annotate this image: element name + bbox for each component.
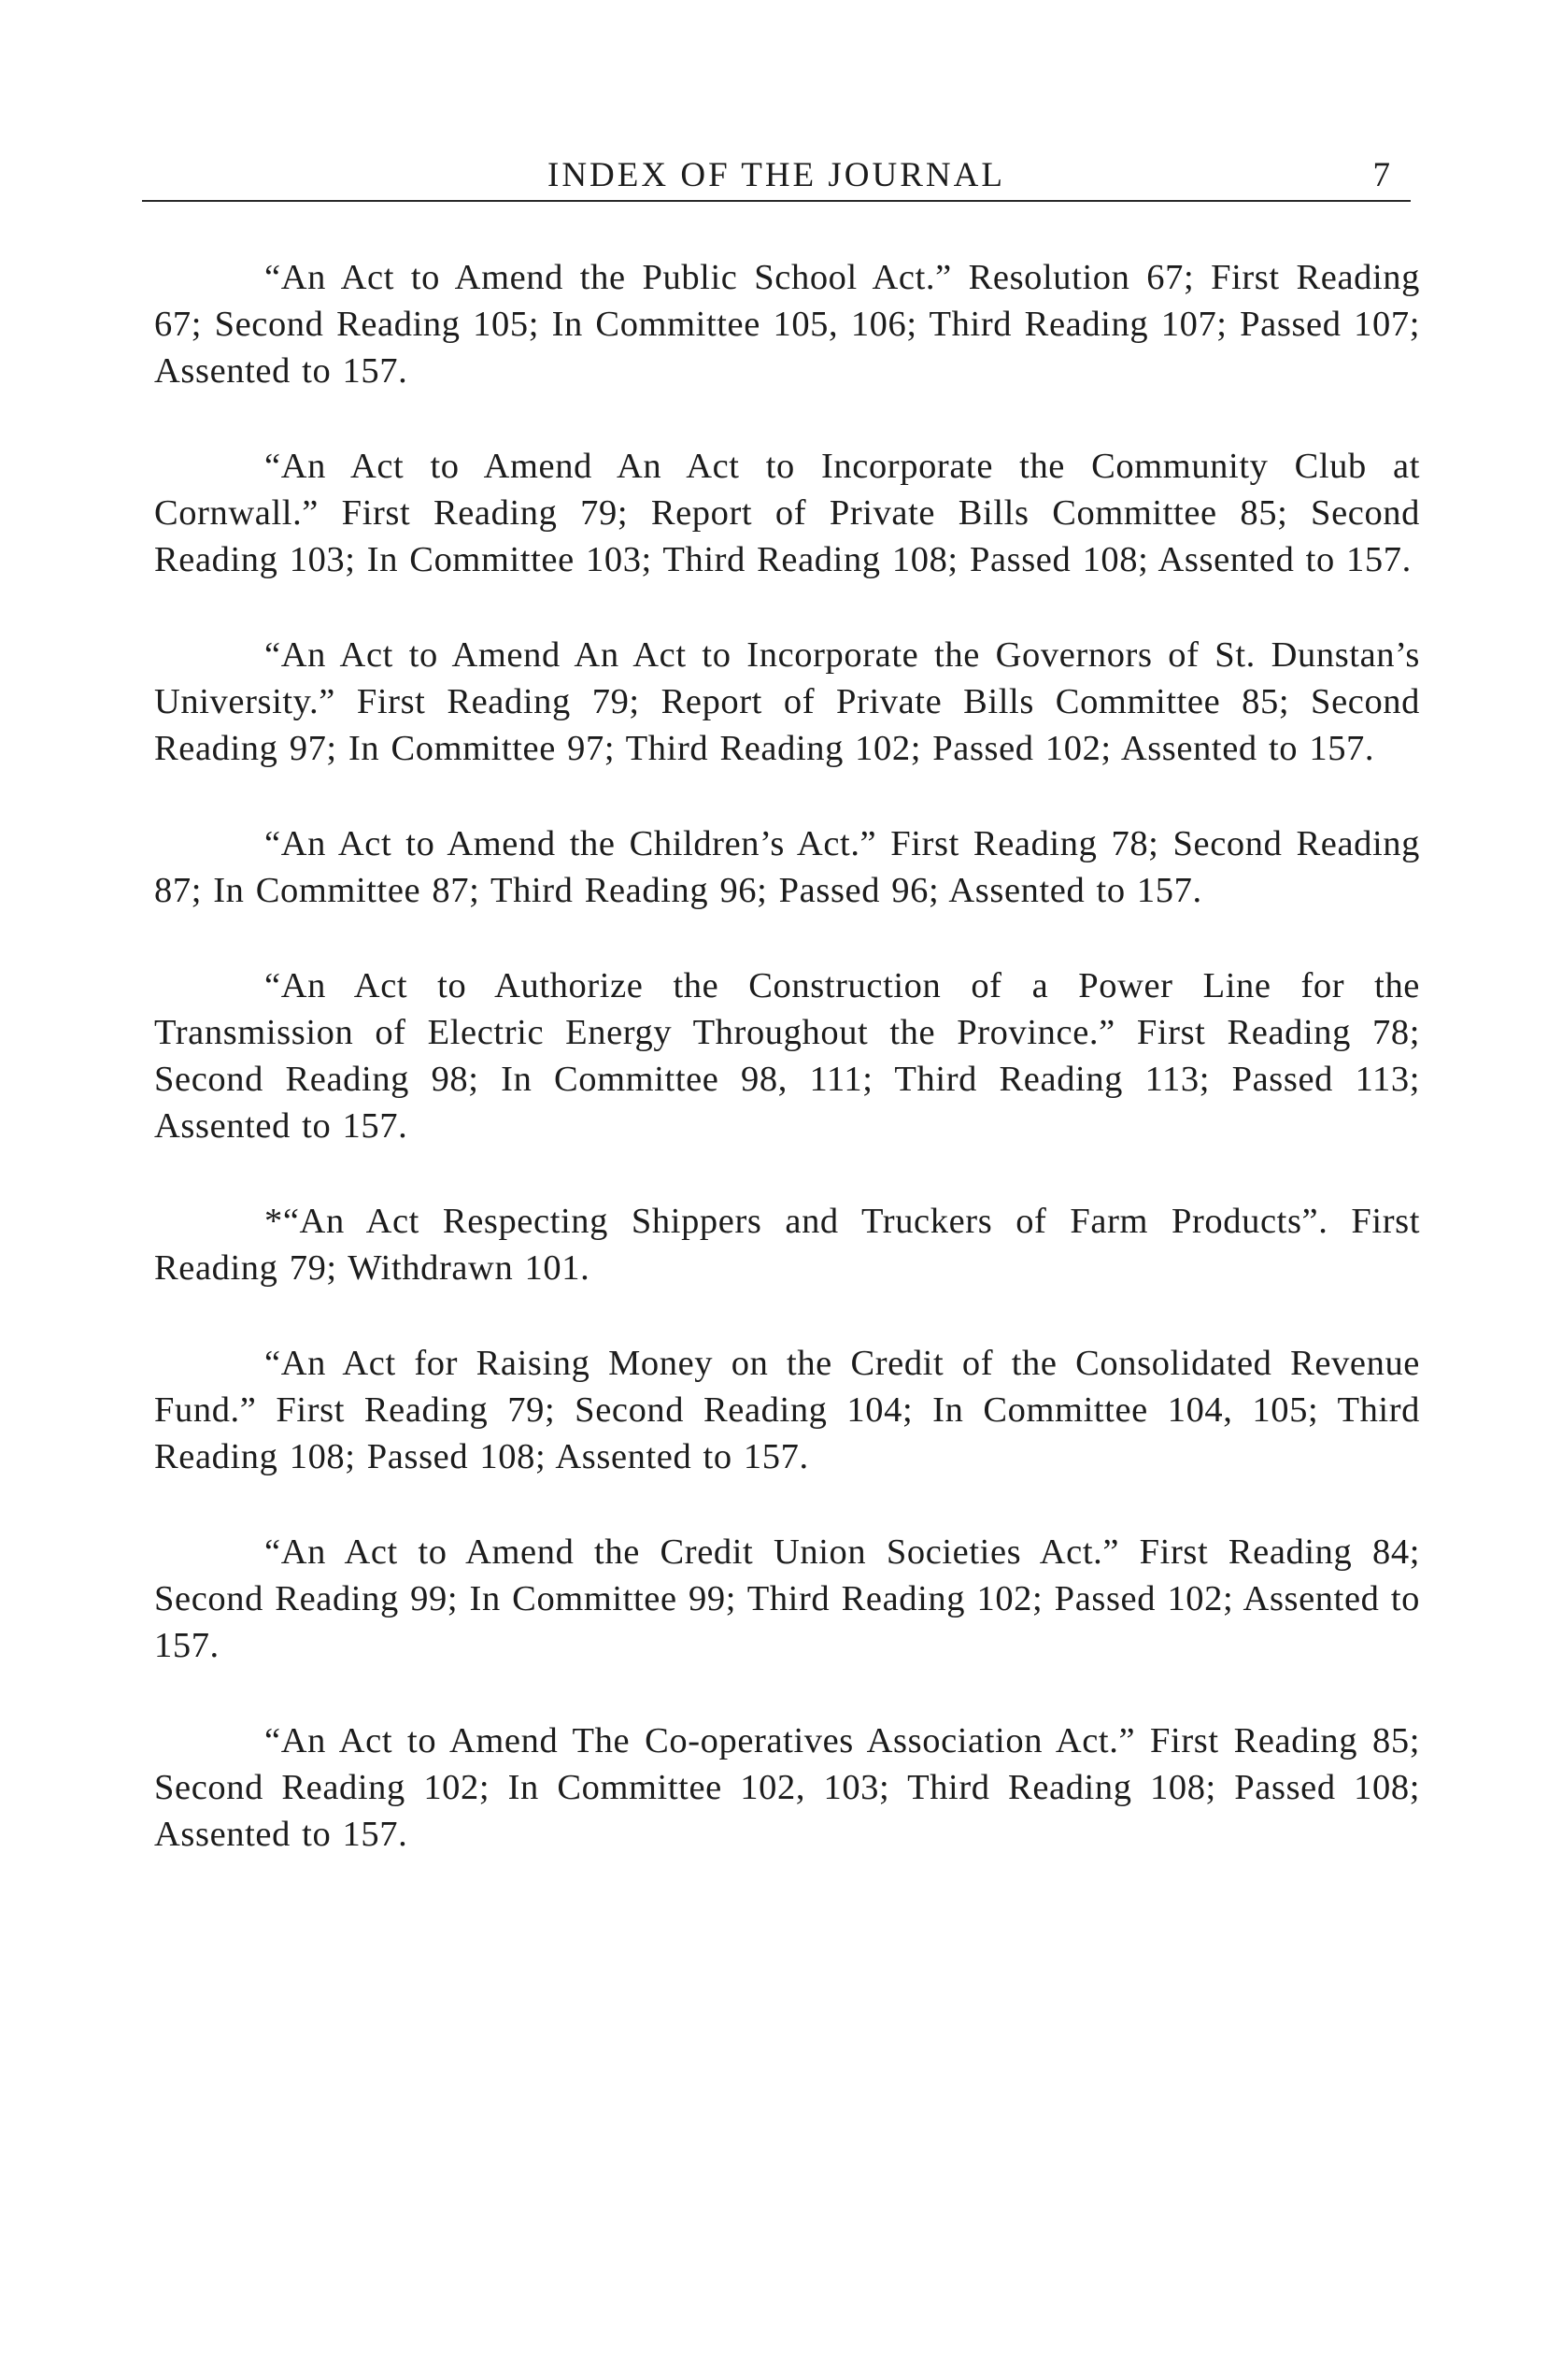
index-entry: “An Act to Amend the Public School Act.” Resolution 67; First Reading 67; Second Reading 105; In Committee 105, 106; Third Reading 107; Passed 107; Assented to 157. [154,258,1420,391]
index-entry: “An Act for Raising Money on the Credit of the Consolidated Revenue Fund.” First Reading 79; Second Reading 104; In Committee 104, 105; Third Reading 108; Passed 108; Assented to 157. [154,1344,1420,1476]
page-header [142,150,1411,200]
index-entry: “An Act to Amend An Act to Incorporate the Community Club at Cornwall.” First Reading 79; Report of Private Bills Committee 85; Second Reading 103; In Committee 103; Third Reading 108; Passed 108; Assented to 157. [154,447,1420,579]
index-entry: “An Act to Amend the Children’s Act.” First Reading 78; Second Reading 87; In Committee 87; Third Reading 96; Passed 96; Assented to 157. [154,824,1420,910]
running-title: INDEX OF THE JOURNAL [547,156,1005,194]
page-number: 7 [1372,156,1390,194]
index-entry: “An Act to Amend An Act to Incorporate the Governors of St. Dunstan’s University.” First Reading 79; Report of Private Bills Committee 85; Second Reading 97; In Committee 97; Third Reading 102; Passed 102; Assented to 157. [154,635,1420,768]
index-entries [154,254,1420,1906]
index-entry: “An Act to Amend the Credit Union Societies Act.” First Reading 84; Second Reading 99; In Committee 99; Third Reading 102; Passed 102; Assented to 157. [154,1532,1420,1665]
index-entry: “An Act to Amend The Co-operatives Association Act.” First Reading 85; Second Reading 102; In Committee 102, 103; Third Reading 108; Passed 108; Assented to 157. [154,1721,1420,1854]
index-entry: “An Act to Authorize the Construction of a Power Line for the Transmission of Electric Energy Throughout the Province.” First Reading 78; Second Reading 98; In Committee 98, 111; Third Reading 113; Passed 113; Assented to 157. [154,966,1420,1146]
header-rule [142,200,1411,202]
index-entry: *“An Act Respecting Shippers and Truckers of Farm Products”. First Reading 79; Withdrawn 101. [154,1202,1420,1288]
